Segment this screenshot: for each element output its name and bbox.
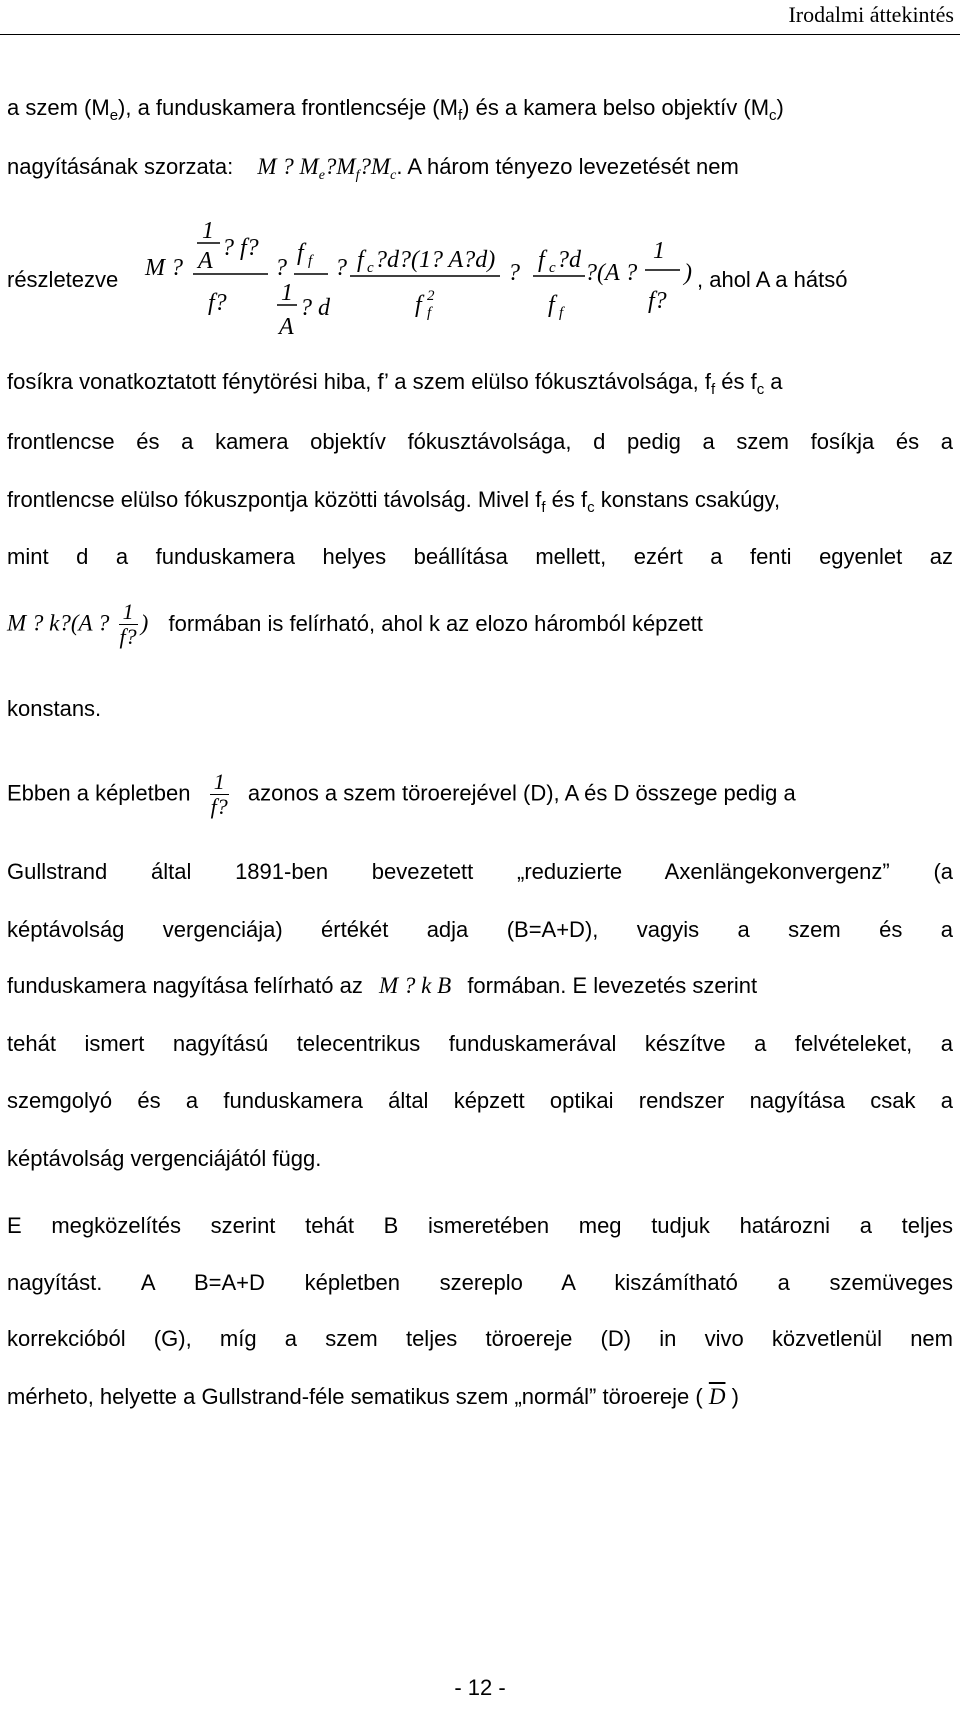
formula-q1: ? <box>275 255 287 281</box>
text: Ebben a képletben <box>7 780 191 806</box>
text: azonos a szem töroerejével (D), A és D összege pedig a <box>247 780 796 806</box>
text-line-20 <box>7 1384 739 1410</box>
header-rule <box>0 34 960 35</box>
subscript: f <box>457 107 463 124</box>
text: ) és a kamera belso objektív (M <box>462 95 770 120</box>
math-inline: ?M <box>324 154 356 179</box>
text: funduskamera nagyítása felírható az <box>7 973 363 998</box>
formula-q3: ? <box>508 260 520 286</box>
text: és f <box>715 369 757 394</box>
formula-t1-num-mid: ? f? <box>222 235 259 261</box>
text: ) <box>731 1384 739 1409</box>
math-inline: M ? k B <box>379 973 452 998</box>
formula-svg <box>145 218 705 352</box>
formula-q2: ? <box>335 255 347 281</box>
text: nagyításának szorzata: <box>7 154 234 179</box>
text: fosíkra vonatkoztatott fénytörési hiba, f’ a szem elülso fókusztávolsága, f <box>7 369 711 394</box>
math-inline: $\overline{D}$ <box>708 1384 726 1409</box>
text-line-12: képtávolság vergenciája) értékét adja (B=A+D), vagyis a szem és a <box>7 917 953 942</box>
formula-t3-num-sub: c <box>367 260 374 276</box>
fraction-numerator: 1 <box>119 600 138 625</box>
formula-t5-den: f? <box>648 288 667 314</box>
math-inline: ) <box>140 610 149 636</box>
subscript: c <box>587 499 595 516</box>
fraction-denominator: f? <box>119 624 137 650</box>
subscript: e <box>318 168 325 183</box>
text: a <box>764 369 783 394</box>
text-line-10 <box>7 770 796 819</box>
text: konstans csakúgy, <box>594 487 781 512</box>
formula-t3-den-sub: f <box>427 305 432 321</box>
text-line-7: mint d a funduskamera helyes beállítása mellett, ezért a fenti egyenlet az <box>7 544 953 569</box>
formula-t3-num: f <box>357 247 364 273</box>
text-line-17: E megközelítés szerint tehát B ismeretében meg tudjuk határozni a teljes <box>7 1213 953 1238</box>
fraction-numerator: 1 <box>210 770 229 795</box>
text-line-16: képtávolság vergenciájától függ. <box>7 1146 322 1171</box>
subscript: f <box>355 168 360 183</box>
running-header: Irodalmi áttekintés <box>788 2 954 27</box>
fraction <box>207 770 232 819</box>
page-number: - 12 - <box>454 1675 506 1700</box>
magnification-formula <box>145 218 945 352</box>
formula-t4-den: f <box>548 292 555 318</box>
formula-t4-num-rest: ?d <box>557 247 581 273</box>
formula-t5-num: 1 <box>653 238 665 264</box>
text-line-11: Gullstrand által 1891-ben bevezetett „reduzierte Axenlängekonvergenz” (a <box>7 859 953 884</box>
formula-t4-num: f <box>538 247 545 273</box>
formula-ff-sub: f <box>308 253 313 269</box>
text-line-13 <box>7 973 757 999</box>
formula-t5-open: ?(A ? <box>585 260 638 286</box>
subscript: f <box>541 499 546 516</box>
text: mérheto, helyette a Gullstrand-féle sematikus szem „normál” töroereje ( <box>7 1384 703 1409</box>
text-line-5: frontlencse és a kamera objektív fókusztávolsága, d pedig a szem fosíkja és a <box>7 429 953 454</box>
fraction <box>116 600 141 649</box>
text: . A három tényezo levezetését nem <box>396 154 739 179</box>
text-line-8 <box>7 600 703 649</box>
formula-t1-num-top: 1 <box>202 218 214 244</box>
text-line-6 <box>7 487 781 516</box>
formula-t4-num-sub: c <box>549 260 556 276</box>
math-inline: M ? M <box>257 154 319 179</box>
formula-ff: f <box>297 240 304 266</box>
text-line-14: tehát ismert nagyítású telecentrikus funduskamerával készítve a felvételeket, a <box>7 1031 953 1056</box>
text: a szem (M <box>7 95 110 120</box>
formula-t1-den-A: A <box>279 314 294 340</box>
text: ) <box>776 95 784 120</box>
fraction-denominator: f? <box>210 794 228 820</box>
text-line-19: korrekcióból (G), míg a szem teljes töroereje (D) in vivo közvetlenül nem <box>7 1326 953 1351</box>
text-line-9: konstans. <box>7 696 102 721</box>
text: frontlencse elülso fókuszpontja közötti távolság. Mivel f <box>7 487 542 512</box>
subscript: c <box>756 381 765 398</box>
formula-M: M ? <box>145 255 183 281</box>
text-line-18: nagyítást. A B=A+D képletben szereplo A kiszámítható a szemüveges <box>7 1270 953 1295</box>
text: és f <box>545 487 588 512</box>
formula-t1-den-f: f? <box>208 290 227 316</box>
subscript: c <box>390 168 397 183</box>
text: formában. E levezetés szerint <box>467 973 758 998</box>
text: formában is felírható, ahol k az elozo háromból képzett <box>168 610 703 636</box>
formula-t1-A: A <box>198 248 213 274</box>
text-line-1 <box>7 95 784 124</box>
text-line-15: szemgolyó és a funduskamera által képzett optikai rendszer nagyítása csak a <box>7 1088 953 1113</box>
subscript: c <box>769 107 777 124</box>
text-line-3-end: , ahol A a hátsó <box>697 267 848 292</box>
subscript: f <box>710 381 716 398</box>
text-line-3-start: részletezve <box>7 267 119 292</box>
formula-t3-den: f <box>415 292 422 318</box>
formula-t4-den-sub: f <box>559 305 564 321</box>
formula-t3-den-sup: 2 <box>427 288 435 304</box>
text-line-4 <box>7 369 783 398</box>
math-inline: ?M <box>359 154 391 179</box>
formula-t1-den-d: ? d <box>300 295 330 321</box>
subscript: e <box>109 107 119 124</box>
formula-t1-den-1: 1 <box>281 280 293 306</box>
math-inline: M ? k?(A ? <box>7 610 110 636</box>
formula-t5-close: ) <box>684 260 692 286</box>
formula-t3-num-rest: ?d?(1? A?d) <box>375 247 496 273</box>
text: ), a funduskamera frontlencséje (M <box>118 95 458 120</box>
text-line-2 <box>7 154 739 183</box>
